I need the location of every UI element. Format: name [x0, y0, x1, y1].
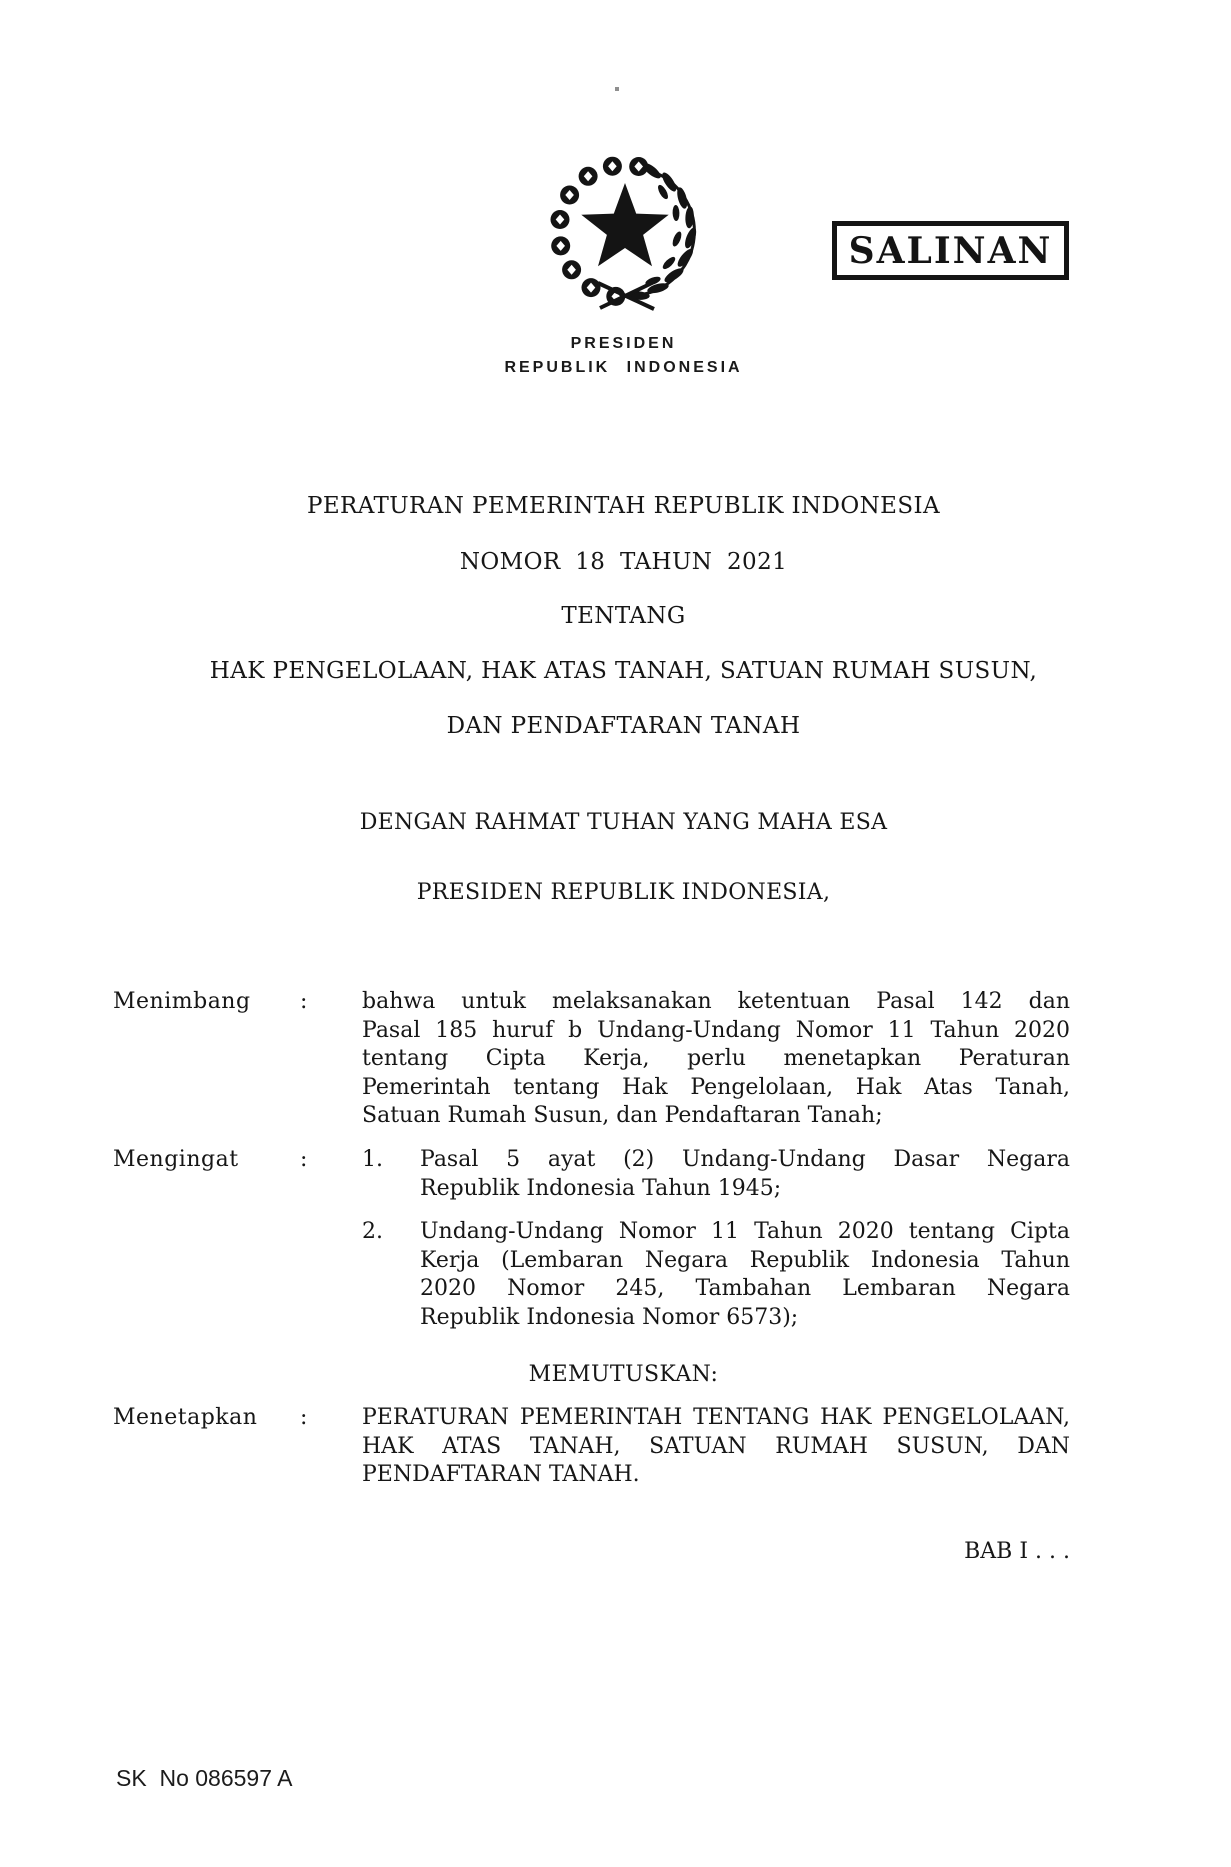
- regulation-number: NOMOR 18 TAHUN 2021: [459, 549, 788, 575]
- invocation-line: DENGAN RAHMAT TUHAN YANG MAHA ESA: [359, 810, 888, 835]
- letterhead-republik-indonesia: REPUBLIK INDONESIA: [504, 359, 743, 376]
- regulation-subject-line1: HAK PENGELOLAAN, HAK ATAS TANAH, SATUAN RUMAH SUSUN,: [209, 658, 1038, 684]
- regulation-subject-line2: DAN PENDAFTARAN TANAH: [446, 713, 801, 739]
- mengingat-item-1-text: Pasal 5 ayat (2) Undang-Undang Dasar Negara Republik Indonesia Tahun 1945;: [420, 1147, 1070, 1201]
- mengingat-item-1-number: 1.: [362, 1147, 383, 1172]
- menimbang-colon: :: [300, 989, 308, 1014]
- issuer-line: PRESIDEN REPUBLIK INDONESIA,: [416, 880, 831, 905]
- menimbang-label: Menimbang: [113, 989, 251, 1014]
- mengingat-colon: :: [300, 1147, 308, 1172]
- salinan-stamp: [832, 221, 1069, 280]
- memutuskan-heading: MEMUTUSKAN:: [528, 1362, 719, 1387]
- letterhead-presiden: PRESIDEN: [570, 335, 677, 352]
- star-icon: [581, 183, 668, 266]
- regulation-title: PERATURAN PEMERINTAH REPUBLIK INDONESIA: [306, 493, 940, 519]
- scan-artifact-dot: [615, 87, 619, 91]
- continuation-mark: BAB I . . .: [964, 1539, 1070, 1564]
- mengingat-label: Mengingat: [113, 1147, 239, 1172]
- menimbang-text: bahwa untuk melaksanakan ketentuan Pasal 142 dan Pasal 185 huruf b Undang-Undang Nomor 11 Tahun 2020 tentang Cipta Kerja, perlu menetapkan Peraturan Pemerintah tentang Hak Pengelolaan, Hak Atas Tanah, Satuan Rumah Susun, dan Pendaftaran Tanah;: [362, 989, 1070, 1128]
- menetapkan-colon: :: [300, 1405, 308, 1430]
- salinan-stamp-label: SALINAN: [848, 229, 1053, 272]
- mengingat-item-2-number: 2.: [362, 1219, 383, 1244]
- regulation-tentang: TENTANG: [561, 603, 686, 629]
- presidential-emblem-icon: [548, 155, 702, 313]
- mengingat-item-2-text: Undang-Undang Nomor 11 Tahun 2020 tentang Cipta Kerja (Lembaran Negara Republik Indonesia Tahun 2020 Nomor 245, Tambahan Lembaran Negara Republik Indonesia Nomor 6573);: [420, 1219, 1070, 1330]
- menetapkan-text: PERATURAN PEMERINTAH TENTANG HAK PENGELOLAAN, HAK ATAS TANAH, SATUAN RUMAH SUSUN, DAN PENDAFTARAN TANAH.: [362, 1405, 1070, 1487]
- doc-control-number: SK No 086597 A: [116, 1765, 293, 1791]
- menetapkan-label: Menetapkan: [113, 1405, 258, 1430]
